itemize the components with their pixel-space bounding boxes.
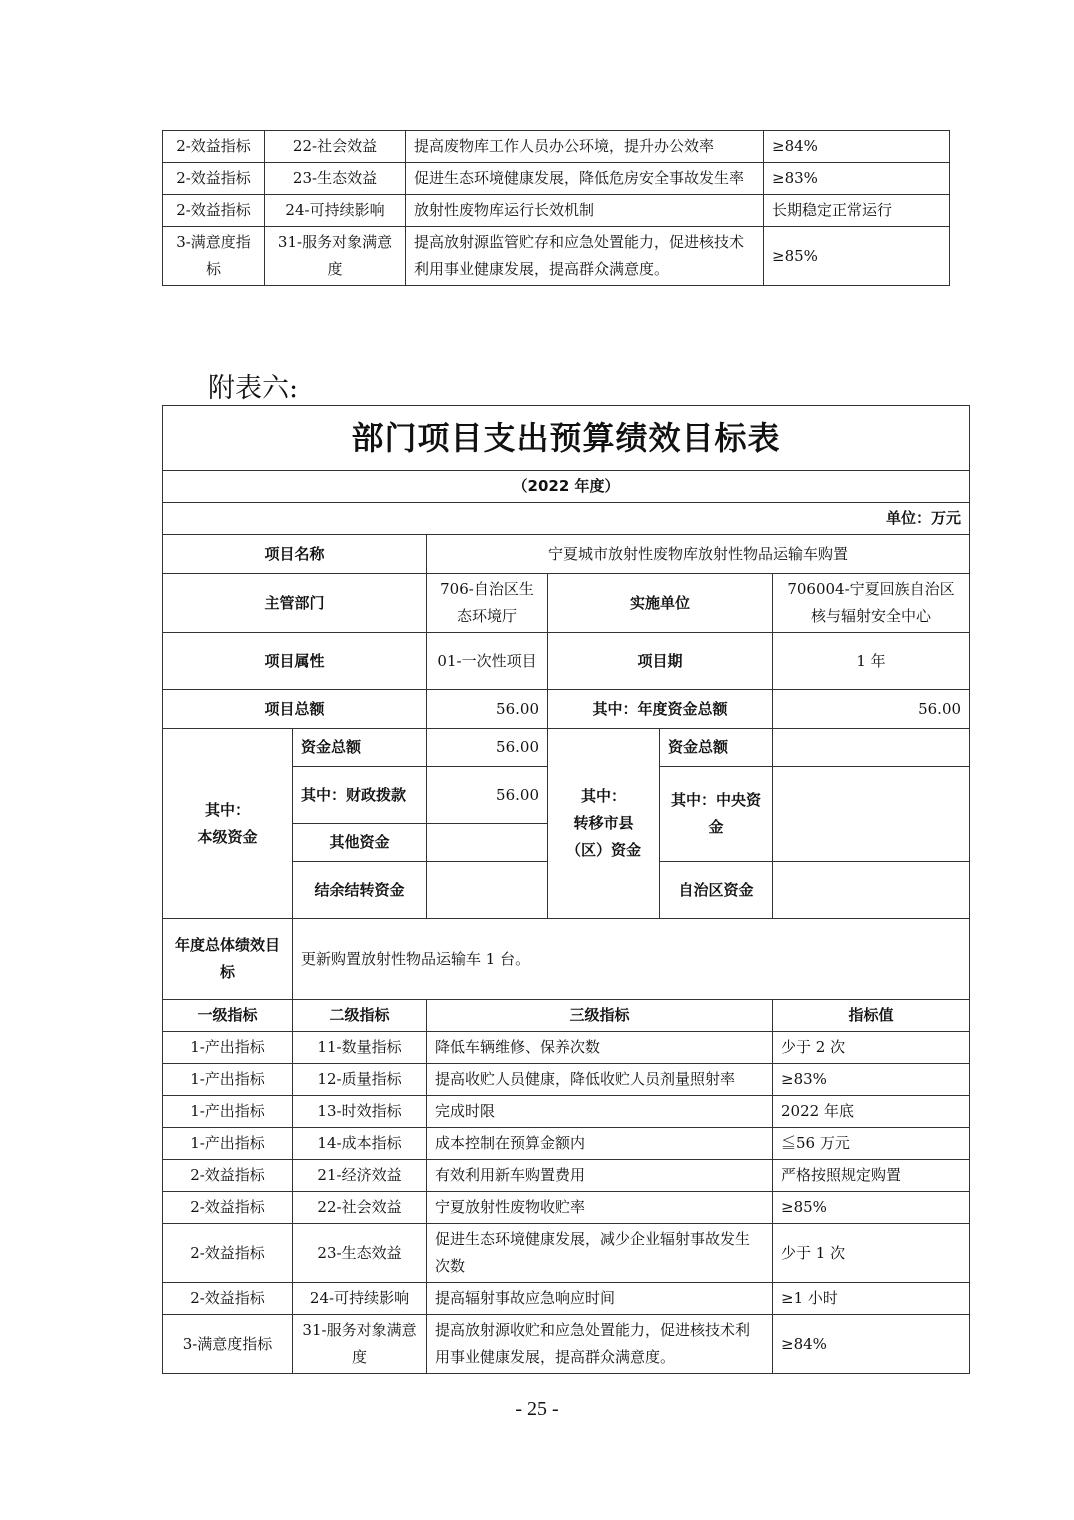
header-level3: 三级指标 [427,1000,773,1032]
table-row [163,1192,970,1224]
level3-cell: 促进生态环境健康发展，降低危房安全事故发生率 [406,163,764,195]
value-cell: ≥84% [764,131,950,163]
project-total-label: 项目总额 [163,690,427,729]
table-row [163,163,950,195]
project-attribute-label: 项目属性 [163,633,427,690]
carryover-funds-label: 结余结转资金 [293,862,427,919]
level1-cell: 3-满意度指标 [163,1315,293,1374]
implementing-unit-label: 实施单位 [548,574,773,633]
level3-cell: 提高废物库工作人员办公环境，提升办公效率 [406,131,764,163]
level1-cell: 2-效益指标 [163,1192,293,1224]
department-label: 主管部门 [163,574,427,633]
value-cell: 2022 年底 [773,1096,970,1128]
local-funds-label: 其中： 本级资金 [163,729,293,919]
value-cell: ≥1 小时 [773,1283,970,1315]
level1-cell: 2-效益指标 [163,1160,293,1192]
level3-cell: 降低车辆维修、保养次数 [427,1032,773,1064]
table-row [163,1064,970,1096]
region-funds-label: 自治区资金 [660,862,773,919]
level2-cell: 12-质量指标 [293,1064,427,1096]
central-funds-value [773,767,970,862]
table-row [163,1160,970,1192]
level2-cell: 22-社会效益 [265,131,406,163]
value-cell: 少于 2 次 [773,1032,970,1064]
value-cell: ≥85% [764,227,950,286]
page-number: - 25 - [515,1398,559,1420]
value-cell: ≥84% [773,1315,970,1374]
funds-row-1 [163,729,970,767]
level3-cell: 提高放射源收贮和应急处置能力，促进核技术利用事业健康发展，提高群众满意度。 [427,1315,773,1374]
performance-target-table [162,405,970,1374]
value-cell: 严格按照规定购置 [773,1160,970,1192]
other-funds-label: 其他资金 [293,824,427,862]
carryover-funds-value [427,862,548,919]
table-row [163,1128,970,1160]
table-row [163,195,950,227]
level3-cell: 促进生态环境健康发展，减少企业辐射事故发生次数 [427,1224,773,1283]
table-row [163,1096,970,1128]
value-cell: 少于 1 次 [773,1224,970,1283]
value-cell: ≦56 万元 [773,1128,970,1160]
level1-cell: 1-产出指标 [163,1128,293,1160]
fund-total-value: 56.00 [427,729,548,767]
header-value: 指标值 [773,1000,970,1032]
level1-cell: 2-效益指标 [163,163,265,195]
level2-cell: 21-经济效益 [293,1160,427,1192]
goal-row [163,919,970,1000]
annual-goal-label: 年度总体绩效目标 [163,919,293,1000]
level3-cell: 宁夏放射性废物收贮率 [427,1192,773,1224]
level1-cell: 1-产出指标 [163,1096,293,1128]
central-funds-label: 其中：中央资金 [660,767,773,862]
indicator-header-row [163,1000,970,1032]
level2-cell: 24-可持续影响 [293,1283,427,1315]
department-value: 706-自治区生态环境厅 [427,574,548,633]
project-name-value: 宁夏城市放射性废物库放射性物品运输车购置 [427,535,970,574]
level3-cell: 提高收贮人员健康，降低收贮人员剂量照射率 [427,1064,773,1096]
fund-total-label: 资金总额 [293,729,427,767]
table-row [163,1032,970,1064]
department-row [163,574,970,633]
level1-cell: 2-效益指标 [163,1283,293,1315]
level1-cell: 3-满意度指标 [163,227,265,286]
table-row [163,1315,970,1374]
other-funds-value [427,824,548,862]
level1-cell: 2-效益指标 [163,131,265,163]
table-title: 部门项目支出预算绩效目标表 [163,406,970,471]
project-total-value: 56.00 [427,690,548,729]
level1-cell: 2-效益指标 [163,195,265,227]
header-level2: 二级指标 [293,1000,427,1032]
level3-cell: 提高放射源监管贮存和应急处置能力，促进核技术利用事业健康发展，提高群众满意度。 [406,227,764,286]
previous-indicator-table [162,130,950,286]
value-cell: ≥85% [773,1192,970,1224]
level2-cell: 22-社会效益 [293,1192,427,1224]
fiscal-appropriation-value: 56.00 [427,767,548,824]
level2-cell: 24-可持续影响 [265,195,406,227]
value-cell: ≥83% [764,163,950,195]
level2-cell: 31-服务对象满意度 [293,1315,427,1374]
level1-cell: 1-产出指标 [163,1032,293,1064]
value-cell: 长期稳定正常运行 [764,195,950,227]
project-period-value: 1 年 [773,633,970,690]
table-row [163,1283,970,1315]
annual-total-value: 56.00 [773,690,970,729]
implementing-unit-value: 706004-宁夏回族自治区核与辐射安全中心 [773,574,970,633]
annual-total-label: 其中：年度资金总额 [548,690,773,729]
transfer-total-value [773,729,970,767]
region-funds-value [773,862,970,919]
fiscal-year: （2022 年度） [163,471,970,503]
level3-cell: 完成时限 [427,1096,773,1128]
attribute-row [163,633,970,690]
value-cell: ≥83% [773,1064,970,1096]
transfer-funds-label: 其中： 转移市县（区）资金 [548,729,660,919]
fiscal-appropriation-label: 其中：财政拨款 [293,767,427,824]
project-attribute-value: 01-一次性项目 [427,633,548,690]
level3-cell: 成本控制在预算金额内 [427,1128,773,1160]
level2-cell: 31-服务对象满意度 [265,227,406,286]
project-name-row [163,535,970,574]
project-name-label: 项目名称 [163,535,427,574]
level1-cell: 1-产出指标 [163,1064,293,1096]
level3-cell: 有效利用新车购置费用 [427,1160,773,1192]
level2-cell: 13-时效指标 [293,1096,427,1128]
transfer-total-label: 资金总额 [660,729,773,767]
level3-cell: 放射性废物库运行长效机制 [406,195,764,227]
project-period-label: 项目期 [548,633,773,690]
level2-cell: 11-数量指标 [293,1032,427,1064]
unit-label: 单位：万元 [163,503,970,535]
annual-goal-value: 更新购置放射性物品运输车 1 台。 [293,919,970,1000]
header-level1: 一级指标 [163,1000,293,1032]
table-row [163,131,950,163]
total-row [163,690,970,729]
appendix-label: 附表六: [208,373,299,404]
level2-cell: 23-生态效益 [293,1224,427,1283]
table-row [163,1224,970,1283]
table-row [163,227,950,286]
level1-cell: 2-效益指标 [163,1224,293,1283]
level2-cell: 14-成本指标 [293,1128,427,1160]
level3-cell: 提高辐射事故应急响应时间 [427,1283,773,1315]
level2-cell: 23-生态效益 [265,163,406,195]
